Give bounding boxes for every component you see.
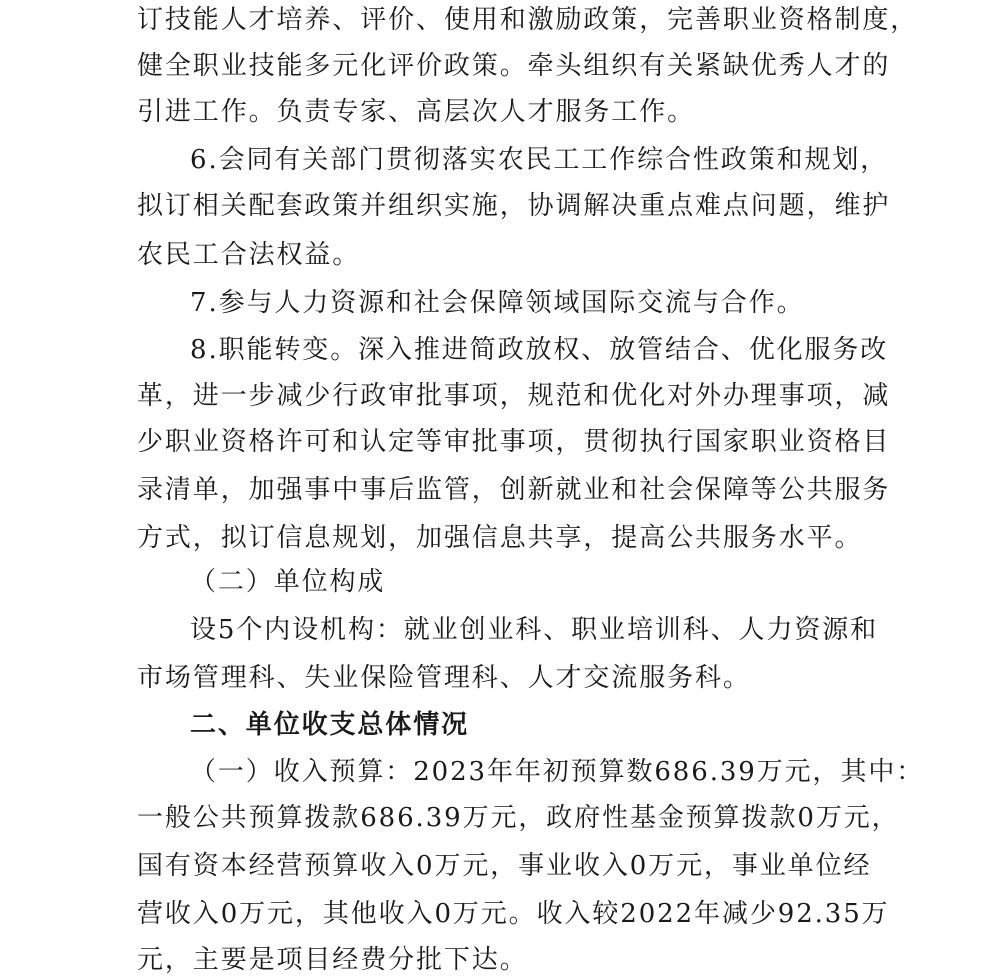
body-text-line: 引进工作。负责专家、高层次人才服务工作。 <box>137 97 696 127</box>
body-text-line: 市场管理科、失业保险管理科、人才交流服务科。 <box>137 663 751 693</box>
list-item-8: 8.职能转变。深入推进简政放权、放管结合、优化服务改 <box>190 335 889 365</box>
body-text-line: 订技能人才培养、评价、使用和激励政策，完善职业资格制度， <box>137 5 919 35</box>
body-text-line: 少职业资格许可和认定等审批事项，贯彻执行国家职业资格目 <box>137 427 891 457</box>
body-text-line: 农民工合法权益。 <box>137 240 361 270</box>
subsection-heading-income: （一）收入预算：2023年年初预算数686.39万元，其中： <box>190 757 925 787</box>
list-item-7: 7.参与人力资源和社会保障领域国际交流与合作。 <box>190 288 805 318</box>
section-heading: 二、单位收支总体情况 <box>190 710 470 740</box>
body-text-line: 设5个内设机构：就业创业科、职业培训科、人力资源和 <box>190 615 879 645</box>
list-item-6: 6.会同有关部门贯彻落实农民工工作综合性政策和规划， <box>190 145 889 175</box>
body-text-line: 方式，拟订信息规划，加强信息共享，提高公共服务水平。 <box>137 523 863 553</box>
body-text-line: 革，进一步减少行政审批事项，规范和优化对外办理事项，减 <box>137 381 891 411</box>
body-text-line: 国有资本经营预算收入0万元，事业收入0万元，事业单位经 <box>137 851 872 881</box>
body-text-line: 健全职业技能多元化评价政策。牵头组织有关紧缺优秀人才的 <box>137 51 891 81</box>
body-text-line: 元，主要是项目经费分批下达。 <box>137 945 528 975</box>
subsection-heading: （二）单位构成 <box>190 567 386 597</box>
body-text-line: 拟订相关配套政策并组织实施，协调解决重点难点问题，维护 <box>137 191 891 221</box>
body-text-line: 录清单，加强事中事后监管，创新就业和社会保障等公共服务 <box>137 475 891 505</box>
body-text-line: 一般公共预算拨款686.39万元，政府性基金预算拨款0万元， <box>137 803 900 833</box>
body-text-line: 营收入0万元，其他收入0万元。收入较2022年减少92.35万 <box>137 899 890 929</box>
